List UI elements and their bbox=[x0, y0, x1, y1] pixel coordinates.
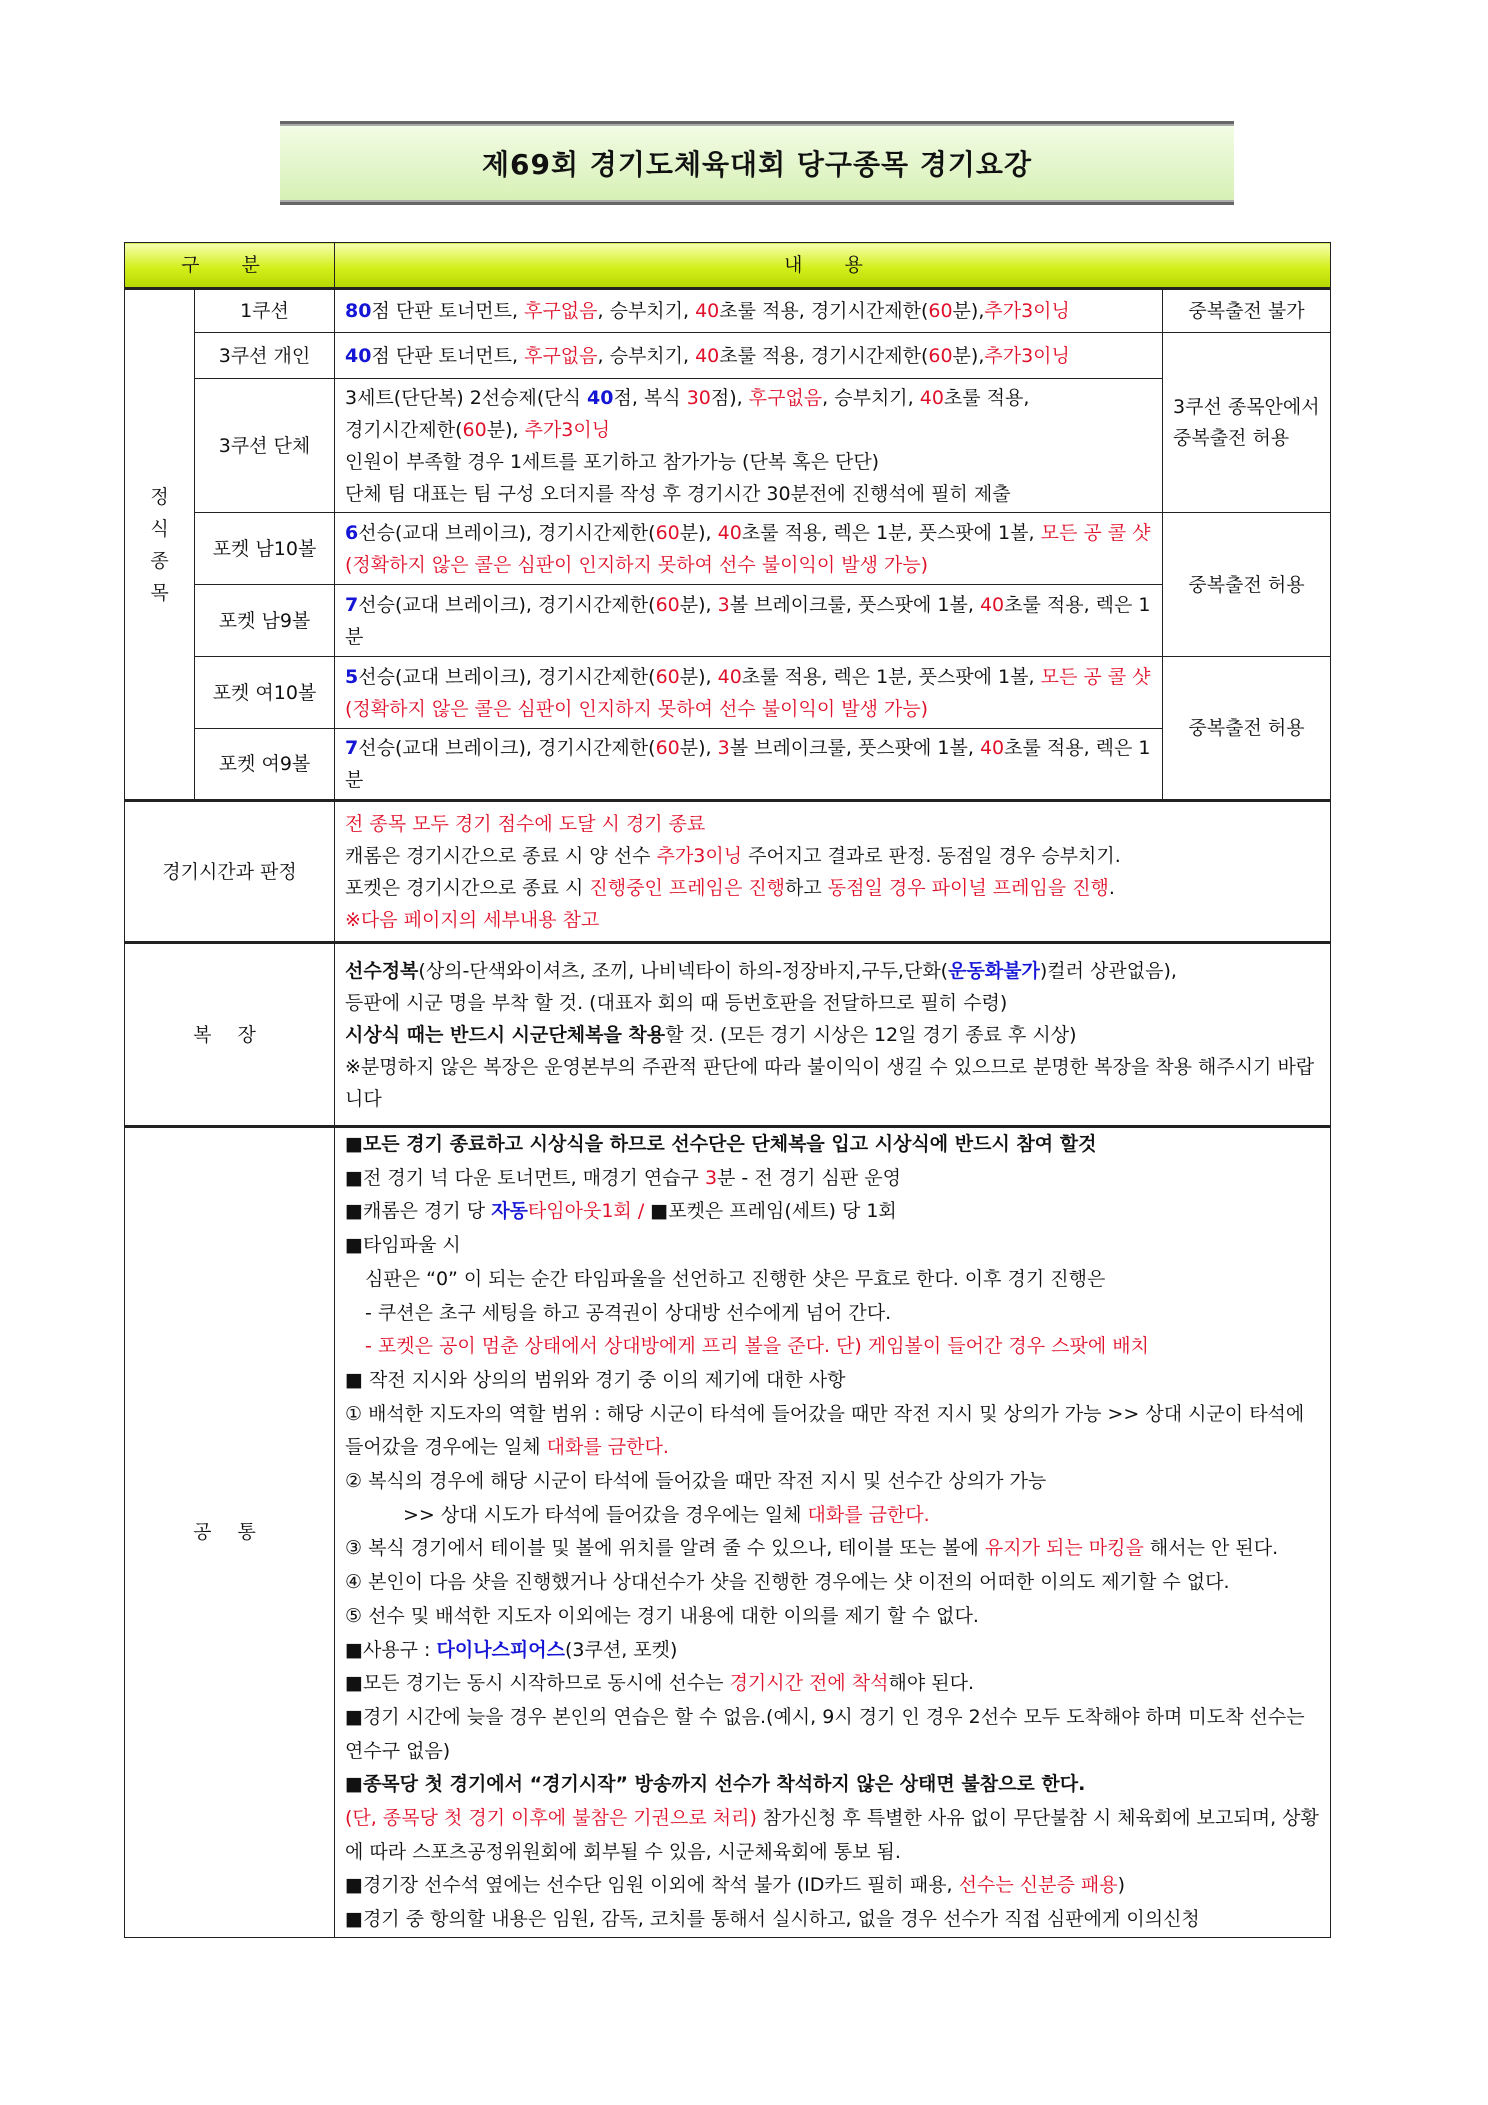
title-banner bbox=[280, 121, 1234, 205]
event-rule: 6선승(교대 브레이크), 경기시간제한(60분), 40초룰 적용, 렉은 1분, 풋스팟에 1볼, 모든 공 콜 샷(정확하지 않은 콜은 심판이 인지하지 못하여 선수 불이익이 발생 가능) bbox=[335, 513, 1163, 585]
time-section-label: 경기시간과 판정 bbox=[125, 801, 335, 943]
header-category: 구 분 bbox=[125, 243, 335, 289]
table-row bbox=[125, 333, 1331, 379]
event-rule: 7선승(교대 브레이크), 경기시간제한(60분), 3볼 브레이크룰, 풋스팟에 1볼, 40초룰 적용, 렉은 1분 bbox=[335, 585, 1163, 657]
time-section-content: 전 종목 모두 경기 점수에 도달 시 경기 종료 캐롬은 경기시간으로 종료 시 양 선수 추가3이닝 주어지고 결과로 판정. 동점일 경우 승부치기. 포켓은 경기시간으로 종료 시 진행중인 프레임은 진행하고 동점일 경우 파이널 프레임을 진행. ※다음 페이지의 세부내용 참고 bbox=[335, 801, 1331, 943]
event-name: 포켓 남9볼 bbox=[195, 585, 335, 657]
event-rule: 80점 단판 토너먼트, 후구없음, 승부치기, 40초룰 적용, 경기시간제한(60분),추가3이닝 bbox=[335, 289, 1163, 333]
event-name: 3쿠션 단체 bbox=[195, 379, 335, 513]
table-row bbox=[125, 657, 1331, 729]
event-name: 포켓 남10볼 bbox=[195, 513, 335, 585]
event-name: 포켓 여9볼 bbox=[195, 729, 335, 801]
event-name: 3쿠션 개인 bbox=[195, 333, 335, 379]
event-rule: 7선승(교대 브레이크), 경기시간제한(60분), 3볼 브레이크룰, 풋스팟에 1볼, 40초룰 적용, 렉은 1분 bbox=[335, 729, 1163, 801]
event-rule: 5선승(교대 브레이크), 경기시간제한(60분), 40초룰 적용, 렉은 1분, 풋스팟에 1볼, 모든 공 콜 샷(정확하지 않은 콜은 심판이 인지하지 못하여 선수 불이익이 발생 가능) bbox=[335, 657, 1163, 729]
table-row bbox=[125, 379, 1331, 513]
event-name: 포켓 여10볼 bbox=[195, 657, 335, 729]
common-section-label: 공 통 bbox=[125, 1127, 335, 1938]
dup-note: 중복출전 불가 bbox=[1163, 289, 1331, 333]
dress-section-content: 선수정복(상의-단색와이셔츠, 조끼, 나비넥타이 하의-정장바지,구두,단화(운동화불가)컬러 상관없음), 등판에 시군 명을 부착 할 것. (대표자 회의 때 등번호판을 전달하므로 필히 수령) 시상식 때는 반드시 시군단체복을 착용할 것. (모든 경기 시상은 12일 경기 종료 후 시상) ※분명하지 않은 복장은 운영본부의 주관적 판단에 따라 불이익이 생길 수 있으므로 분명한 복장을 착용 해주시기 바랍니다 bbox=[335, 943, 1331, 1127]
header-content: 내 용 bbox=[335, 243, 1331, 289]
table-row bbox=[125, 513, 1331, 585]
table-row bbox=[125, 585, 1331, 657]
event-rule: 40점 단판 토너먼트, 후구없음, 승부치기, 40초룰 적용, 경기시간제한(60분),추가3이닝 bbox=[335, 333, 1163, 379]
dress-section-label: 복 장 bbox=[125, 943, 335, 1127]
dup-note: 중복출전 허용 bbox=[1163, 513, 1331, 657]
dup-note: 3쿠선 종목안에서 중복출전 허용 bbox=[1163, 333, 1331, 513]
table-row bbox=[125, 289, 1331, 333]
common-section-content: ■모든 경기 종료하고 시상식을 하므로 선수단은 단체복을 입고 시상식에 반드시 참여 할것 ■전 경기 넉 다운 토너먼트, 매경기 연습구 3분 - 전 경기 심판 운영 ■캐롬은 경기 당 자동타임아웃1회 / ■포켓은 프레임(세트) 당 1회 ■타임파울 시 심판은 “0” 이 되는 순간 타임파울을 선언하고 진행한 샷은 무효로 한다. 이후 경기 진행은 - 쿠션은 초구 세팅을 하고 공격권이 상대방 선수에게 넘어 간다. - 포켓은 공이 멈춘 상태에서 상대방에게 프리 볼을 준다. 단) 게임볼이 들어간 경우 스팟에 배치 ■ 작전 지시와 상의의 범위와 경기 중 이의 제기에 대한 사항 ① 배석한 지도자의 역할 범위 : 해당 시군이 타석에 들어갔을 때만 작전 지시 및 상의가 가능 >> 상대 시군이 타석에 들어갔을 경우에는 일체 대화를 금한다. ② 복식의 경우에 해당 시군이 타석에 들어갔을 때만 작전 지시 및 선수간 상의가 가능 >> 상대 시도가 타석에 들어갔을 경우에는 일체 대화를 금한다. ③ 복식 경기에서 테이블 및 볼에 위치를 알려 줄 수 있으나, 테이블 또는 볼에 유지가 되는 마킹을 해서는 안 된다. ④ 본인이 다음 샷을 진행했거나 상대선수가 샷을 진행한 경우에는 샷 이전의 어떠한 이의도 제기할 수 없다. ⑤ 선수 및 배석한 지도자 이외에는 경기 내용에 대한 이의를 제기 할 수 없다. ■사용구 : 다이나스피어스(3쿠션, 포켓) ■모든 경기는 동시 시작하므로 동시에 선수는 경기시간 전에 착석해야 된다. ■경기 시간에 늦을 경우 본인의 연습은 할 수 없음.(예시, 9시 경기 인 경우 2선수 모두 도착해야 하며 미도착 선수는 연수구 없음) ■종목당 첫 경기에서 “경기시작” 방송까지 선수가 착석하지 않은 상태면 불참으로 한다. (단, 종목당 첫 경기 이후에 불참은 기권으로 처리) 참가신청 후 특별한 사유 없이 무단불참 시 체육회에 보고되며, 상황에 따라 스포츠공정위원회에 회부될 수 있음, 시군체육회에 통보 됨. ■경기장 선수석 옆에는 선수단 임원 이외에 착석 불가 (ID카드 필히 패용, 선수는 신분증 패용) ■경기 중 항의할 내용은 임원, 감독, 코치를 통해서 실시하고, 없을 경우 선수가 직접 심판에게 이의신청 bbox=[335, 1127, 1331, 1938]
rules-table bbox=[124, 242, 1331, 1938]
event-name: 1쿠션 bbox=[195, 289, 335, 333]
table-row bbox=[125, 801, 1331, 943]
table-row bbox=[125, 729, 1331, 801]
table-header bbox=[125, 243, 1331, 289]
page-title: 제69회 경기도체육대회 당구종목 경기요강 bbox=[481, 148, 1033, 181]
event-rule: 3세트(단단복) 2선승제(단식 40점, 복식 30점), 후구없음, 승부치기, 40초룰 적용, 경기시간제한(60분), 추가3이닝 인원이 부족할 경우 1세트를 포기하고 참가가능 (단복 혹은 단단) 단체 팀 대표는 팀 구성 오더지를 작성 후 경기시간 30분전에 진행석에 필히 제출 bbox=[335, 379, 1163, 513]
table-row bbox=[125, 1127, 1331, 1938]
dup-note: 중복출전 허용 bbox=[1163, 657, 1331, 801]
table-row bbox=[125, 943, 1331, 1127]
section-official-label: 정식종목 bbox=[125, 289, 195, 801]
